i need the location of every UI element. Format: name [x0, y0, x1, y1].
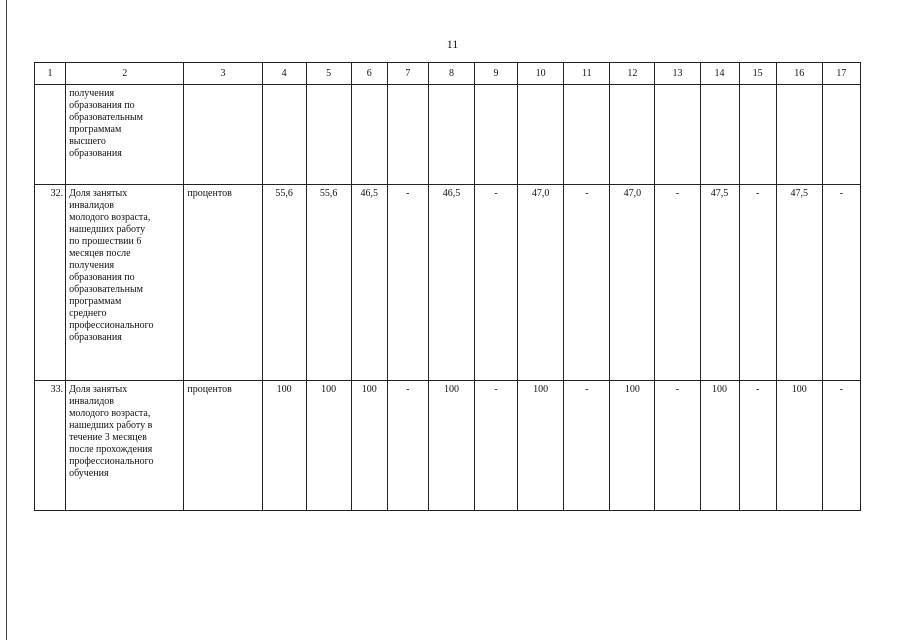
header-cell: 16 [776, 63, 822, 85]
indicator-name [66, 381, 184, 511]
value-cell [776, 85, 822, 185]
indicator-name-line: молодого возраста, [69, 408, 151, 419]
header-cell: 12 [610, 63, 655, 85]
header-cell: 10 [518, 63, 564, 85]
indicator-name-line: программам [69, 296, 122, 307]
table-row [35, 85, 861, 185]
unit-cell [184, 85, 262, 185]
table-row [35, 381, 861, 511]
value-cell: - [739, 381, 776, 511]
indicator-name-line: течение 3 месяцев [69, 432, 147, 443]
value-cell [475, 85, 518, 185]
value-cell [306, 85, 351, 185]
header-cell: 7 [387, 63, 428, 85]
value-cell: 100 [776, 381, 822, 511]
value-cell [655, 85, 700, 185]
value-cell: - [475, 185, 518, 381]
indicator-name-line: инвалидов [69, 396, 115, 407]
indicator-name-line: образования по [69, 100, 135, 111]
value-cell: 100 [428, 381, 474, 511]
value-cell: - [564, 381, 610, 511]
value-cell: 100 [610, 381, 655, 511]
value-cell: 46,5 [351, 185, 387, 381]
value-cell [262, 85, 306, 185]
value-cell: 100 [306, 381, 351, 511]
indicator-name-line: по прошествии 6 [69, 236, 142, 247]
row-number [35, 85, 66, 185]
header-cell: 15 [739, 63, 776, 85]
value-cell: 46,5 [428, 185, 474, 381]
header-cell: 13 [655, 63, 700, 85]
value-cell: - [387, 185, 428, 381]
row-number: 32. [35, 185, 66, 381]
value-cell [351, 85, 387, 185]
header-cell: 2 [66, 63, 184, 85]
page-edge-line [6, 0, 7, 640]
indicator-name-line: получения [69, 260, 115, 271]
value-cell: - [822, 185, 860, 381]
header-cell: 1 [35, 63, 66, 85]
value-cell: - [739, 185, 776, 381]
indicator-name-line: профессионального [69, 320, 154, 331]
value-cell [518, 85, 564, 185]
indicator-name-line: образования [69, 148, 122, 159]
value-cell: - [564, 185, 610, 381]
value-cell: 47,0 [518, 185, 564, 381]
value-cell: 47,0 [610, 185, 655, 381]
table-row [35, 185, 861, 381]
header-row [35, 63, 861, 85]
value-cell [700, 85, 739, 185]
indicator-table [34, 62, 861, 511]
indicator-name-line: обучения [69, 468, 109, 479]
indicator-name-line: инвалидов [69, 200, 115, 211]
indicator-name-line: Доля занятых [69, 384, 128, 395]
value-cell [822, 85, 860, 185]
value-cell: 55,6 [306, 185, 351, 381]
value-cell: - [387, 381, 428, 511]
value-cell: 55,6 [262, 185, 306, 381]
header-cell: 4 [262, 63, 306, 85]
header-cell: 3 [184, 63, 262, 85]
indicator-name-line: среднего [69, 308, 107, 319]
value-cell: - [475, 381, 518, 511]
indicator-name-line: программам [69, 124, 122, 135]
value-cell: - [655, 185, 700, 381]
value-cell: - [822, 381, 860, 511]
header-cell: 6 [351, 63, 387, 85]
indicator-name-line: молодого возраста, [69, 212, 151, 223]
indicator-name-line: высшего [69, 136, 106, 147]
value-cell: - [655, 381, 700, 511]
indicator-name-line: нашедших работу в [69, 420, 153, 431]
indicator-name-line: профессионального [69, 456, 154, 467]
indicator-name [66, 85, 184, 185]
row-number: 33. [35, 381, 66, 511]
indicator-name-line: образовательным [69, 112, 144, 123]
value-cell [564, 85, 610, 185]
indicator-name [66, 185, 184, 381]
value-cell [387, 85, 428, 185]
value-cell: 100 [700, 381, 739, 511]
value-cell: 100 [518, 381, 564, 511]
indicator-name-line: месяцев после [69, 248, 131, 259]
value-cell: 100 [262, 381, 306, 511]
indicator-name-line: после прохождения [69, 444, 153, 455]
value-cell: 100 [351, 381, 387, 511]
value-cell: 47,5 [776, 185, 822, 381]
value-cell [428, 85, 474, 185]
header-cell: 17 [822, 63, 860, 85]
unit-cell: процентов [184, 381, 262, 511]
indicator-name-line: образования [69, 332, 122, 343]
value-cell [739, 85, 776, 185]
page-number: 11 [446, 37, 459, 51]
unit-cell: процентов [184, 185, 262, 381]
value-cell: 47,5 [700, 185, 739, 381]
header-cell: 14 [700, 63, 739, 85]
header-cell: 9 [475, 63, 518, 85]
indicator-name-line: образовательным [69, 284, 144, 295]
header-cell: 5 [306, 63, 351, 85]
indicator-name-line: получения [69, 88, 115, 99]
value-cell [610, 85, 655, 185]
indicator-name-line: Доля занятых [69, 188, 128, 199]
indicator-name-line: образования по [69, 272, 135, 283]
header-cell: 8 [428, 63, 474, 85]
header-cell: 11 [564, 63, 610, 85]
indicator-name-line: нашедших работу [69, 224, 146, 235]
